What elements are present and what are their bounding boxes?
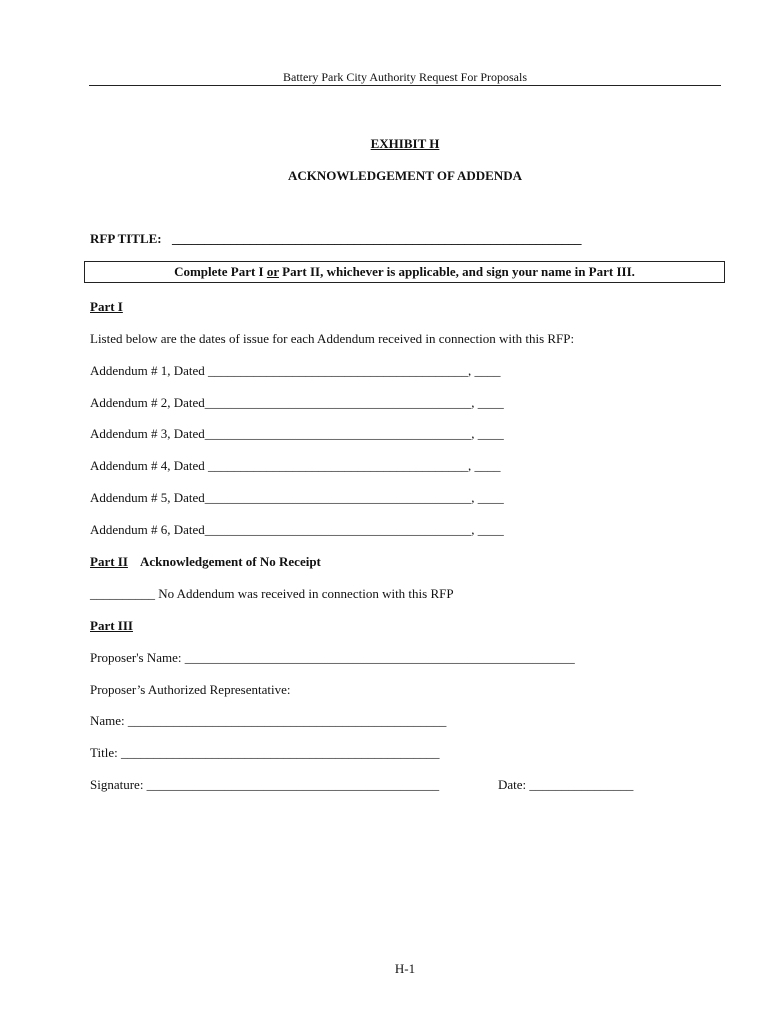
rep-name-field[interactable]: Name: _________________________________________________ — [90, 713, 447, 728]
proposer-name-field[interactable]: Proposer's Name: ____________________________________________________________ — [90, 650, 575, 665]
part1-heading: Part I — [90, 299, 123, 314]
part1-intro: Listed below are the dates of issue for each Addendum received in connection with this RFP: — [90, 331, 575, 346]
exhibit-label: EXHIBIT H — [370, 136, 440, 151]
part2-heading: Part II — [90, 554, 128, 569]
rep-title-field[interactable]: Title: _________________________________________________ — [90, 745, 440, 760]
addendum-1-field[interactable]: Addendum # 1, Dated ________________________________________, ____ — [90, 363, 501, 378]
addendum-3-field[interactable]: Addendum # 3, Dated_________________________________________, ____ — [90, 426, 504, 441]
rfp-title-field[interactable]: _______________________________________________________________ — [172, 231, 582, 246]
document-title: ACKNOWLEDGEMENT OF ADDENDA — [287, 168, 523, 183]
page-number: H-1 — [394, 961, 416, 976]
addendum-5-field[interactable]: Addendum # 5, Dated_________________________________________, ____ — [90, 490, 504, 505]
signature-field[interactable]: Signature: _____________________________________________ — [90, 777, 440, 792]
running-header: Battery Park City Authority Request For Proposals — [283, 70, 527, 84]
instruction-text-or: or — [266, 264, 279, 279]
addendum-4-field[interactable]: Addendum # 4, Dated ________________________________________, ____ — [90, 458, 501, 473]
header-rule — [89, 85, 721, 86]
instruction-text — [84, 264, 725, 280]
addendum-6-field[interactable]: Addendum # 6, Dated_________________________________________, ____ — [90, 522, 504, 537]
rfp-title-label: RFP TITLE: — [90, 231, 162, 246]
addendum-2-field[interactable]: Addendum # 2, Dated_________________________________________, ____ — [90, 395, 504, 410]
authorized-rep-label: Proposer’s Authorized Representative: — [90, 682, 291, 697]
instruction-text-after: Part II, whichever is applicable, and sign your name in Part III. — [278, 264, 635, 279]
no-receipt-field[interactable]: __________ No Addendum was received in connection with this RFP — [90, 586, 454, 601]
instruction-text-before: Complete Part I — [174, 264, 267, 279]
date-field[interactable]: Date: ________________ — [498, 777, 634, 792]
part3-heading: Part III — [90, 618, 133, 633]
part2-subheading: Acknowledgement of No Receipt — [140, 554, 321, 569]
